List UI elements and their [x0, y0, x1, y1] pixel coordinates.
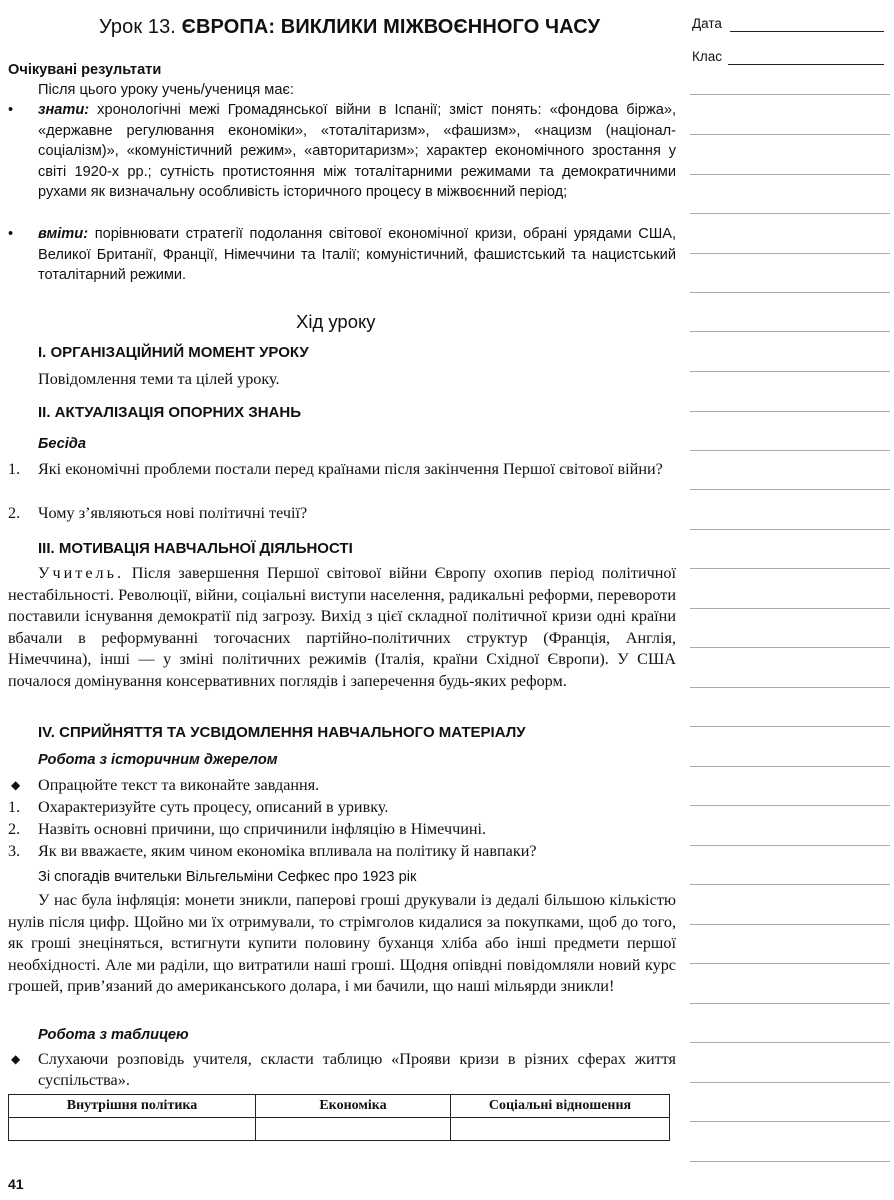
can-item	[8, 224, 676, 286]
section-1-text: Повідомлення теми та цілей уроку.	[38, 370, 280, 388]
crisis-table	[8, 1094, 670, 1141]
table-header-cell: Внутрішня політика	[9, 1095, 256, 1118]
note-line[interactable]	[690, 687, 890, 688]
task-1: 1. Охарактеризуйте суть процесу, описаний в уривку.	[8, 798, 389, 816]
note-line[interactable]	[690, 1161, 890, 1162]
expected-results-intro: Після цього уроку учень/учениця має:	[38, 82, 294, 98]
section-3-heading: ІІІ. МОТИВАЦІЯ НАВЧАЛЬНОЇ ДІЯЛЬНОСТІ	[38, 540, 353, 557]
section-1-heading: І. ОРГАНІЗАЦІЙНИЙ МОМЕНТ УРОКУ	[38, 344, 309, 361]
note-line[interactable]	[690, 568, 890, 569]
note-line[interactable]	[690, 489, 890, 490]
know-text: хронологічні межі Громадянської війни в Іспанії; зміст понять: «фондова біржа», «державне регулювання економіки», «тоталітаризм», «фашизм», «нацизм (націонал-соціалізм)», «комуністичний режим», «авторитаризм»; характер економічного зростання у світі 1920-х рр.; сутність протистояння між тоталітарними режимами та демократичними рухами як визначальну особливість історичного процесу в міжвоєнний період;	[38, 102, 676, 200]
source-work-subheading: Робота з історичним джерелом	[38, 752, 278, 768]
task-2: 2. Назвіть основні причини, що спричинили інфляцію в Німеччині.	[8, 820, 487, 838]
note-line[interactable]	[690, 726, 890, 727]
question-2: 2. Чому з’являються нові політичні течії?	[8, 504, 308, 522]
task-intro: ◆ Опрацюйте текст та виконайте завдання.	[11, 776, 320, 794]
note-line[interactable]	[690, 924, 890, 925]
note-line[interactable]	[690, 766, 890, 767]
table-cell[interactable]	[256, 1118, 451, 1141]
table-cell[interactable]	[9, 1118, 256, 1141]
note-line[interactable]	[690, 292, 890, 293]
page-number: 41	[8, 1176, 24, 1192]
note-line[interactable]	[690, 647, 890, 648]
section-2-subheading: Бесіда	[38, 436, 86, 452]
note-line[interactable]	[690, 94, 890, 95]
section-4-heading: ІV. СПРИЙНЯТТЯ ТА УСВІДОМЛЕННЯ НАВЧАЛЬНОГО МАТЕРІАЛУ	[38, 724, 526, 741]
bullet-icon: •	[8, 102, 14, 118]
note-line[interactable]	[690, 805, 890, 806]
question-1: 1. Які економічні проблеми постали перед країнами після закінчення Першої світової війни?	[8, 460, 663, 478]
task-3: 3. Як ви вважаєте, яким чином економіка впливала на політику й навпаки?	[8, 842, 537, 860]
course-heading: Хід уроку	[296, 311, 376, 332]
speaker-label: Учитель.	[38, 564, 125, 582]
note-line[interactable]	[690, 450, 890, 451]
note-line[interactable]	[690, 1042, 890, 1043]
main-content	[8, 0, 676, 1200]
note-line[interactable]	[690, 529, 890, 530]
table-header-cell: Соціальні відношення	[451, 1095, 670, 1118]
section-3-text: Після завершення Першої світової війни Європу охопив період політичної нестабільності. Революції, війни, соціальні виступи населення, радикальні реформи, перевороти поставили існування демократії під загрозу. Вихід з цієї складної політичної кризи одні країни вбачали в реформуванні тогочасних партійно-політичних структур (Франція, Англія, Німеччина), інші — у зміні політичних режимів (Італія, країни Східної Європи). У США почалося домінування консервативних поглядів і заперечення будь-яких реформ.	[8, 564, 677, 690]
note-line[interactable]	[690, 1003, 890, 1004]
table-row	[9, 1118, 670, 1141]
expected-results-heading: Очікувані результати	[8, 62, 162, 78]
diamond-bullet-icon: ◆	[11, 1052, 21, 1066]
date-label: Дата	[692, 16, 722, 31]
note-line[interactable]	[690, 1121, 890, 1122]
note-line[interactable]	[690, 174, 890, 175]
lesson-topic: ЄВРОПА: ВИКЛИКИ МІЖВОЄННОГО ЧАСУ	[181, 16, 601, 38]
can-text: порівнювати стратегії подолання світової економічної кризи, обрані урядами США, Великої Британії, Франції, Німеччини та Італії; комуністичний, фашистський та нацистський тоталітарний режими.	[38, 226, 676, 283]
note-line[interactable]	[690, 213, 890, 214]
note-line[interactable]	[690, 963, 890, 964]
date-field[interactable]	[730, 31, 884, 32]
class-label: Клас	[692, 49, 722, 64]
note-line[interactable]	[690, 411, 890, 412]
lesson-title	[99, 16, 600, 39]
note-line[interactable]	[690, 253, 890, 254]
notes-column	[690, 0, 890, 1200]
note-line[interactable]	[690, 134, 890, 135]
note-line[interactable]	[690, 608, 890, 609]
table-cell[interactable]	[451, 1118, 670, 1141]
table-header-cell: Економіка	[256, 1095, 451, 1118]
lesson-number: Урок 13.	[99, 16, 176, 38]
note-line[interactable]	[690, 1082, 890, 1083]
section-2-heading: ІІ. АКТУАЛІЗАЦІЯ ОПОРНИХ ЗНАНЬ	[38, 404, 301, 421]
source-text: У нас була інфляція: монети зникли, паперові гроші друкували із дедалі більшою кількістю нулів після цифр. Щойно ми їх отримували, то стрімголов кидалися за покупками, щоб до того, як гроші знеціняться, встигнути купити половину буханця хліба або інші предмети першої необхідності. Але ми раділи, що витратили наші гроші. Щодня опівдні повідомляли новий курс грошей, прив’язаний до американського долара, і ми бачили, що наші мільярди зникли!	[8, 891, 676, 995]
section-3-paragraph	[8, 563, 676, 692]
know-label: знати:	[38, 102, 90, 118]
note-line[interactable]	[690, 845, 890, 846]
source-title: Зі спогадів вчительки Вільгельміни Сефкес про 1923 рік	[38, 869, 417, 885]
note-line[interactable]	[690, 884, 890, 885]
know-item	[8, 100, 676, 203]
class-field[interactable]	[728, 64, 884, 65]
table-task: ◆ Слухаючи розповідь учителя, скласти таблицю «Прояви кризи в різних сферах життя суспільства».	[11, 1050, 676, 1089]
bullet-icon: •	[8, 226, 14, 242]
table-work-subheading: Робота з таблицею	[38, 1027, 189, 1043]
diamond-bullet-icon: ◆	[11, 778, 21, 792]
note-line[interactable]	[690, 371, 890, 372]
can-label: вміти:	[38, 226, 89, 242]
note-line[interactable]	[690, 331, 890, 332]
table-header-row	[9, 1095, 670, 1118]
